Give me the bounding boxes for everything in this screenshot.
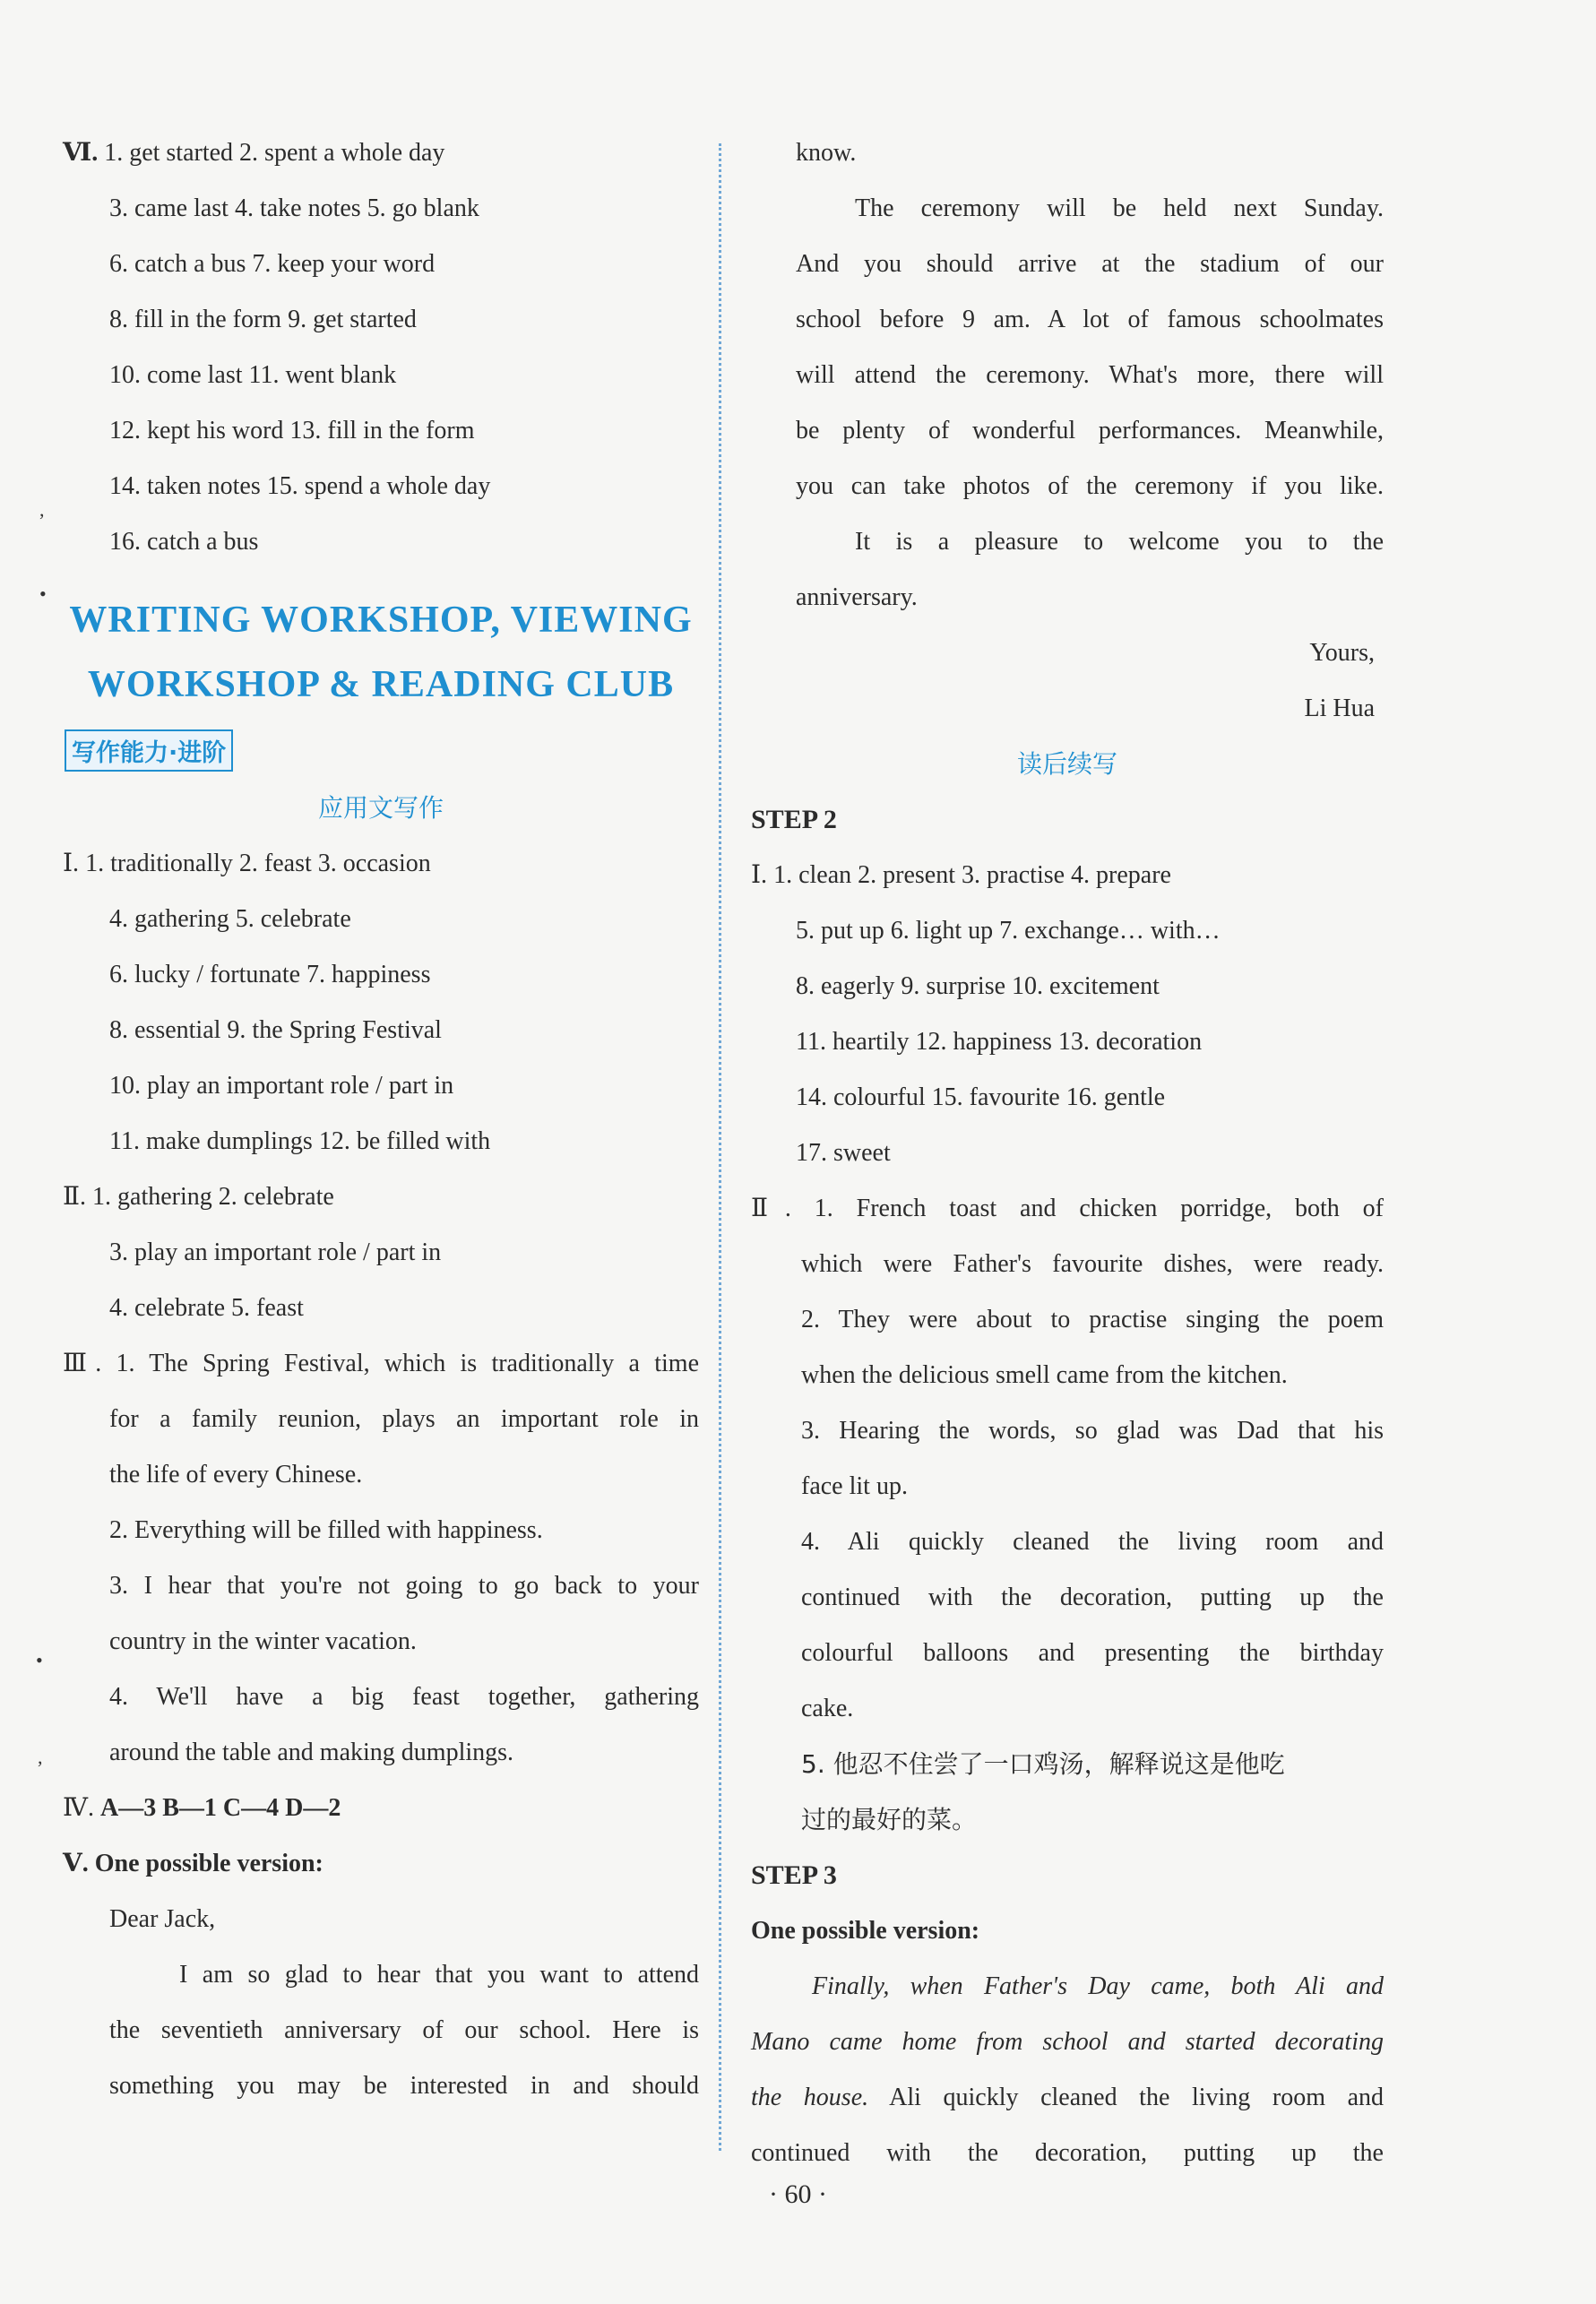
answer-line: which were Father's favourite dishes, were ready.: [801, 1250, 1384, 1278]
answer-line: Ⅵ. 1. get started 2. spent a whole day: [63, 139, 445, 167]
answer-line: 8. essential 9. the Spring Festival: [109, 1016, 442, 1044]
answer-line: 14. colourful 15. favourite 16. gentle: [796, 1083, 1166, 1111]
answer-line: Ⅴ. One possible version:: [63, 1850, 324, 1877]
letter-line: I am so glad to hear that you want to attend: [179, 1961, 699, 1989]
letter-line: anniversary.: [796, 583, 918, 611]
left-column: [63, 125, 699, 2114]
answer-line: 4. Ali quickly cleaned the living room and: [801, 1528, 1384, 1556]
answer-line: around the table and making dumplings.: [109, 1739, 514, 1766]
answer-line: 3. Hearing the words, so glad was Dad that his: [801, 1417, 1384, 1445]
answer-line: 6. catch a bus 7. keep your word: [109, 250, 436, 278]
answer-line: Ⅰ. 1. traditionally 2. feast 3. occasion: [63, 850, 431, 877]
answer-line: 10. play an important role / part in: [109, 1072, 454, 1100]
tag-box: 写作能力·进阶: [63, 717, 699, 781]
column-divider: [719, 143, 721, 2151]
answer-line: for a family reunion, plays an important role in: [109, 1405, 699, 1433]
answer-line: 12. kept his word 13. fill in the form: [109, 417, 475, 444]
letter-closing: Yours,: [1309, 639, 1375, 667]
section-title: WRITING WORKSHOP, VIEWING: [69, 600, 693, 641]
answer-line: when the delicious smell came from the kitchen.: [801, 1361, 1288, 1389]
margin-mark: ,: [39, 498, 45, 521]
answer-line: country in the winter vacation.: [109, 1627, 417, 1655]
essay-line: Finally, when Father's Day came, both Ali and: [812, 1972, 1384, 2000]
letter-line: something you may be interested in and should: [109, 2072, 699, 2100]
answer-line: 8. fill in the form 9. get started: [109, 306, 417, 333]
letter-line: The ceremony will be held next Sunday.: [855, 194, 1384, 222]
answer-line: 5. 他忍不住尝了一口鸡汤，解释说这是他吃: [801, 1749, 1285, 1779]
answer-line: 3. I hear that you're not going to go back to your: [109, 1572, 699, 1600]
margin-mark: ,: [38, 1746, 43, 1768]
answer-line: Ⅱ. 1. French toast and chicken porridge, both of: [751, 1195, 1384, 1222]
answer-line: 2. Everything will be filled with happiness.: [109, 1516, 543, 1544]
page-number: · 60 ·: [769, 2179, 827, 2209]
answer-line: Ⅰ. 1. clean 2. present 3. practise 4. prepare: [751, 861, 1171, 889]
answer-line: 2. They were about to practise singing the poem: [801, 1306, 1384, 1333]
step-heading: STEP 2: [751, 805, 837, 834]
letter-line: school before 9 am. A lot of famous schoolmates: [796, 306, 1384, 333]
letter-line: know.: [796, 139, 857, 167]
answer-line: 3. came last 4. take notes 5. go blank: [109, 194, 479, 222]
answer-line: colourful balloons and presenting the birthday: [801, 1639, 1384, 1667]
letter-line: And you should arrive at the stadium of our: [796, 250, 1384, 278]
answer-line: 11. make dumplings 12. be filled with: [109, 1127, 491, 1155]
section-title: WORKSHOP & READING CLUB: [87, 664, 675, 705]
answer-line: face lit up.: [801, 1472, 908, 1500]
answer-line: 4. gathering 5. celebrate: [109, 905, 351, 933]
essay-line: the house. Ali quickly cleaned the living room and: [751, 2084, 1384, 2111]
margin-mark: •: [36, 1649, 43, 1671]
answer-line: 17. sweet: [796, 1139, 891, 1167]
answer-line: 6. lucky / fortunate 7. happiness: [109, 961, 431, 988]
letter-line: It is a pleasure to welcome you to the: [855, 528, 1384, 556]
answer-line: 16. catch a bus: [109, 528, 259, 556]
version-heading: One possible version:: [751, 1917, 980, 1945]
answer-line: 10. come last 11. went blank: [109, 361, 397, 389]
answer-line: 14. taken notes 15. spend a whole day: [109, 472, 491, 500]
letter-line: be plenty of wonderful performances. Meanwhile,: [796, 417, 1384, 444]
essay-line: Mano came home from school and started decorating: [751, 2028, 1384, 2056]
answer-line: 4. celebrate 5. feast: [109, 1294, 304, 1322]
answer-line: 4. We'll have a big feast together, gathering: [109, 1683, 699, 1711]
answer-line: Ⅲ. 1. The Spring Festival, which is traditionally a time: [63, 1350, 699, 1377]
answer-line: 过的最好的菜。: [801, 1805, 978, 1834]
answer-line: continued with the decoration, putting up the: [801, 1583, 1384, 1611]
answer-line: 3. play an important role / part in: [109, 1238, 442, 1266]
letter-line: you can take photos of the ceremony if you like.: [796, 472, 1384, 500]
letter-line: the seventieth anniversary of our school. Here is: [109, 2016, 699, 2044]
answer-line: cake.: [801, 1695, 854, 1722]
right-column: [751, 125, 1384, 2181]
answer-line: 11. heartily 12. happiness 13. decoration: [796, 1028, 1203, 1056]
subheading: 应用文写作: [317, 793, 444, 823]
subheading: 读后续写: [1016, 749, 1117, 779]
answer-line: 5. put up 6. light up 7. exchange… with…: [796, 917, 1221, 945]
step-heading: STEP 3: [751, 1860, 837, 1890]
answer-line: Ⅳ. A—3 B—1 C—4 D—2: [63, 1794, 341, 1822]
answer-line: 8. eagerly 9. surprise 10. excitement: [796, 972, 1160, 1000]
letter-line: will attend the ceremony. What's more, there will: [796, 361, 1384, 389]
letter-signature: Li Hua: [1304, 695, 1375, 722]
margin-mark: •: [39, 582, 47, 605]
essay-line: continued with the decoration, putting up the: [751, 2139, 1384, 2167]
letter-greeting: Dear Jack,: [109, 1905, 216, 1933]
answer-line: Ⅱ. 1. gathering 2. celebrate: [63, 1183, 334, 1211]
answer-line: the life of every Chinese.: [109, 1461, 363, 1489]
